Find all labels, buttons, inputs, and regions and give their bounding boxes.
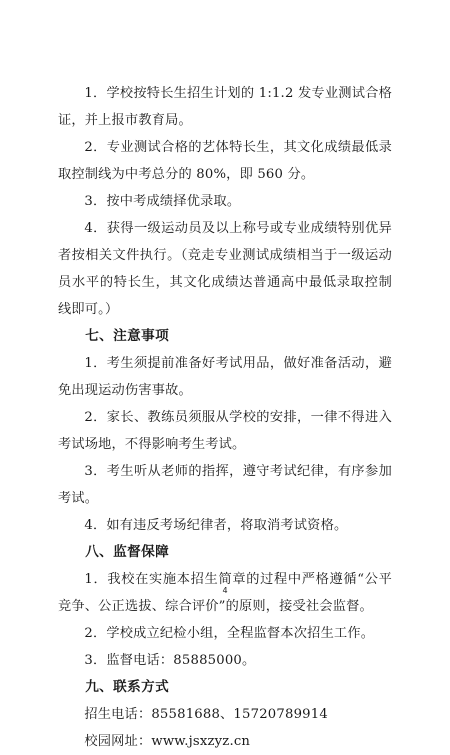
document-body [58, 80, 392, 755]
supervision-item-3: 3．监督电话：85885000。 [84, 653, 256, 668]
supervision-item-2: 2．学校成立纪检小组，全程监督本次招生工作。 [84, 626, 375, 641]
section-heading-notes: 七、注意事项 [85, 328, 170, 344]
contact-phone: 招生电话：85581688、15720789914 [84, 707, 328, 722]
notes-item-3: 3．考生听从老师的指挥，遵守考试纪律，有序参加考试。 [58, 464, 392, 506]
supervision-item-1: 1．我校在实施本招生简章的过程中严格遵循“公平竞争、公正选拔、综合评价”的原则，接受社会监督。 [58, 572, 392, 614]
notes-item-4: 4．如有违反考场纪律者，将取消考试资格。 [84, 518, 348, 533]
admission-item-1: 1．学校按特长生招生计划的 1:1.2 发专业测试合格证，并上报市教育局。 [58, 86, 392, 128]
admission-item-2: 2．专业测试合格的艺体特长生，其文化成绩最低录取控制线为中考总分的 80%，即 560 分。 [58, 140, 392, 182]
notes-item-2: 2．家长、教练员须服从学校的安排，一律不得进入考试场地，不得影响考生考试。 [58, 410, 392, 452]
page-number: 4 [222, 586, 228, 595]
notes-item-1: 1．考生须提前准备好考试用品，做好准备活动，避免出现运动伤害事故。 [58, 356, 392, 398]
admission-item-4: 4．获得一级运动员及以上称号或专业成绩特别优异者按相关文件执行。（竞走专业测试成绩相当于一级运动员水平的特长生，其文化成绩达普通高中最低录取控制线即可。） [58, 221, 392, 317]
section-heading-supervision: 八、监督保障 [85, 544, 170, 560]
contact-website: 校园网址：www.jsxzyz.cn [84, 734, 251, 749]
admission-item-3: 3．按中考成绩择优录取。 [84, 194, 241, 209]
section-heading-contact: 九、联系方式 [85, 679, 170, 695]
